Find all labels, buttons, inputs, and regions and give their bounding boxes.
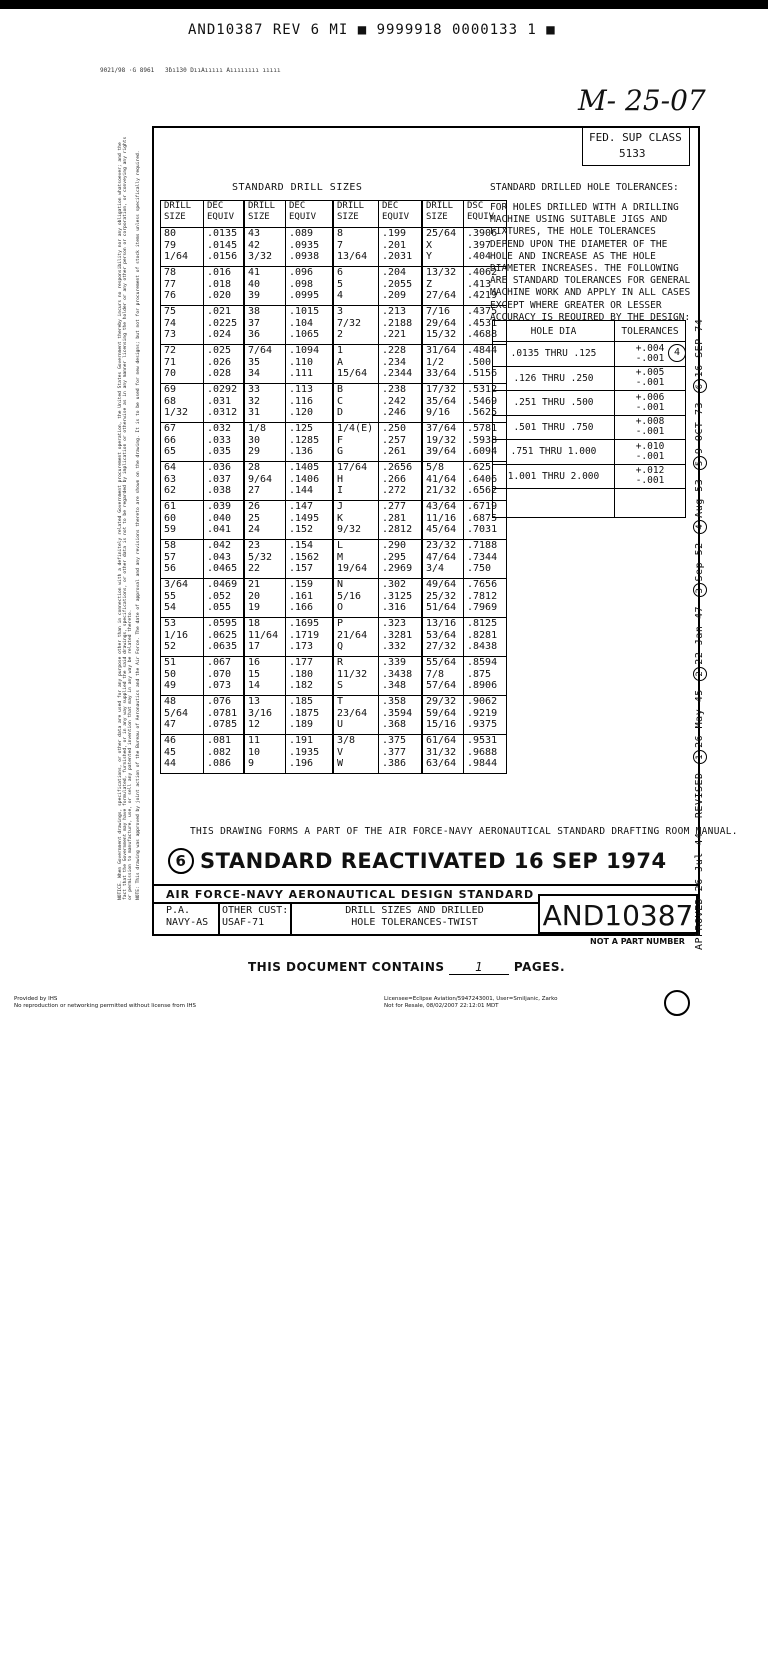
drill-cell: .0595 .0625 .0635 <box>204 618 245 657</box>
drill-cell: 13 3/16 12 <box>244 696 286 735</box>
tol-hole-dia: .0135 THRU .125 <box>493 342 615 367</box>
revision-marker: 4 <box>693 520 707 534</box>
licensee-notice <box>384 996 557 1010</box>
revision-marker: 6 <box>693 379 707 393</box>
drill-cell: 7/16 29/64 15/32 <box>422 306 464 345</box>
revised-label: REVISED <box>694 772 705 819</box>
top-black-bar <box>0 0 768 9</box>
drill-cell: 28 9/64 27 <box>244 462 286 501</box>
other-cust-value: USAF-71 <box>222 917 265 928</box>
provider-notice <box>14 996 196 1010</box>
title-line-1: DRILL SIZES AND DRILLED <box>345 905 484 916</box>
drill-cell: .076 .0781 .0785 <box>204 696 245 735</box>
tol-hole-dia: .501 THRU .750 <box>493 415 615 440</box>
provider-line-2: No reproduction or networking permitted without license from IHS <box>14 1003 197 1009</box>
tol-plus: +.012 <box>635 465 665 477</box>
drill-cell: 16 15 14 <box>244 657 286 696</box>
tol-plus: +.005 <box>635 367 665 379</box>
drill-cell: .8125 .8281 .8438 <box>464 618 507 657</box>
drill-cell: .1405 .1406 .144 <box>286 462 334 501</box>
drill-cell: 8 7 13/64 <box>333 228 379 267</box>
tol-empty-cell <box>615 489 686 518</box>
drill-cell: .032 .033 .035 <box>204 423 245 462</box>
drill-cell: .096 .098 .0995 <box>286 267 334 306</box>
drill-table-row <box>161 423 507 462</box>
drill-cell: 78 77 76 <box>161 267 204 306</box>
provider-line-1: Provided by IHS <box>14 996 58 1002</box>
drill-cell: .625 .6406 .6562 <box>464 462 507 501</box>
drill-cell: 43 42 3/32 <box>244 228 286 267</box>
tolerances-header-row <box>493 321 686 342</box>
drill-cell: 69 68 1/32 <box>161 384 204 423</box>
drill-cell: .036 .037 .038 <box>204 462 245 501</box>
drill-cell: B C D <box>333 384 379 423</box>
drill-cell: 3/8 V W <box>333 735 379 774</box>
drill-cell: L M 19/64 <box>333 540 379 579</box>
drill-cell: 29/32 59/64 15/16 <box>422 696 464 735</box>
reactivated-text: STANDARD REACTIVATED 16 SEP 1974 <box>200 849 667 873</box>
drill-cell: 18 11/64 17 <box>244 618 286 657</box>
drill-cell: R 11/32 S <box>333 657 379 696</box>
tol-plus: +.008 <box>635 416 665 428</box>
drill-cell: .9531 .9688 .9844 <box>464 735 507 774</box>
drill-cell: 1 A 15/64 <box>333 345 379 384</box>
drill-table-row <box>161 501 507 540</box>
contains-suffix: PAGES. <box>513 960 566 974</box>
drill-cell: 61 60 59 <box>161 501 204 540</box>
tolerance-row <box>493 415 686 440</box>
drill-cell: 3/64 55 54 <box>161 579 204 618</box>
drill-table-row <box>161 384 507 423</box>
approved-date: APPROVED 26 Jul 44 <box>694 832 705 950</box>
drill-cell: .250 .257 .261 <box>379 423 423 462</box>
tol-hole-dia: .751 THRU 1.000 <box>493 440 615 465</box>
revision-date: Aug 53 <box>694 478 705 518</box>
drill-cell: 43/64 11/16 45/64 <box>422 501 464 540</box>
drill-cell: .016 .018 .020 <box>204 267 245 306</box>
pa-block <box>166 905 208 929</box>
drill-header-cell: DRILL SIZE <box>422 201 464 228</box>
document-number: AND10387 <box>538 894 698 934</box>
tolerances-paragraph: FOR HOLES DRILLED WITH A DRILLING MACHINE USING SUITABLE JIGS AND FIXTURES, THE HOLE TOLERANCES DEPEND UPON THE DIAMETER OF THE HOLE AND INCREASE AS THE HOLE DIAMETER INCREASES. THE FOLLOWING ARE STANDARD TOLERANCES FOR GENERAL MACHINE WORK AND APPLY IN ALL CASES EXCEPT WHERE GREATER OR LESSER ACCURACY IS REQUIRED BY THE DESIGN: <box>490 202 691 323</box>
title-divider <box>152 902 538 904</box>
drill-cell: 80 79 1/64 <box>161 228 204 267</box>
drill-cell: .089 .0935 .0938 <box>286 228 334 267</box>
tolerance-row <box>493 366 686 391</box>
tol-hole-dia: .251 THRU .500 <box>493 391 615 416</box>
tol-plus: +.004 <box>635 342 665 354</box>
tol-value <box>615 342 686 367</box>
drill-cell: 67 66 65 <box>161 423 204 462</box>
drill-cell: .0135 .0145 .0156 <box>204 228 245 267</box>
revision-date: 22 Jan 47 <box>694 606 705 665</box>
fed-sup-class-box <box>582 126 690 166</box>
drill-cell: .7656 .7812 .7969 <box>464 579 507 618</box>
drill-cell: .1695 .1719 .173 <box>286 618 334 657</box>
drill-header-cell: DRILL SIZE <box>333 201 379 228</box>
page-count: 1 <box>449 960 509 975</box>
drill-cell: T 23/64 U <box>333 696 379 735</box>
revision-4-marker: 4 <box>668 344 686 362</box>
tol-value <box>615 415 686 440</box>
drill-cell: .4062 .413 .4219 <box>464 267 507 306</box>
drill-cell: 23 5/32 22 <box>244 540 286 579</box>
drill-cell: .204 .2055 .209 <box>379 267 423 306</box>
drill-table-row <box>161 696 507 735</box>
revision-marker: 1 <box>693 750 707 764</box>
drill-table-row <box>161 735 507 774</box>
tol-hole-dia: .126 THRU .250 <box>493 366 615 391</box>
drill-cell: 21 20 19 <box>244 579 286 618</box>
title-divider <box>218 903 220 936</box>
drill-cell: 25/64 X Y <box>422 228 464 267</box>
drill-cell: .125 .1285 .136 <box>286 423 334 462</box>
drill-cell: 31/64 1/2 33/64 <box>422 345 464 384</box>
tol-empty-cell <box>493 489 615 518</box>
tolerance-row <box>493 391 686 416</box>
drill-cell: 64 63 62 <box>161 462 204 501</box>
drill-table-row <box>161 540 507 579</box>
page-count-statement <box>248 960 565 975</box>
tolerance-row <box>493 464 686 489</box>
drill-cell: .5312 .5469 .5625 <box>464 384 507 423</box>
revision-date: 26 May 45 <box>694 689 705 748</box>
drill-cell: 17/64 H I <box>333 462 379 501</box>
drill-table-row <box>161 618 507 657</box>
approval-note: NOTE: This drawing was approved by joint action of the Bureau of Aeronautics and the Air Force. The date of approval and any revisions thereto are shown on the drawing. It is to be used for new designs; but not for procurement of stock items unless specifically required. <box>135 150 141 900</box>
drill-sizes-table <box>160 200 507 774</box>
fed-sup-class-value: 5133 <box>619 147 646 160</box>
contains-prefix: THIS DOCUMENT CONTAINS <box>248 960 445 974</box>
drill-cell: .081 .082 .086 <box>204 735 245 774</box>
drill-cell: 72 71 70 <box>161 345 204 384</box>
tol-minus: -.001 <box>635 450 665 462</box>
tol-header-tolerances: TOLERANCES <box>615 321 686 342</box>
drill-cell: 41 40 39 <box>244 267 286 306</box>
handwritten-annotation: M- 25-07 <box>578 84 706 117</box>
tol-minus: -.001 <box>635 401 665 413</box>
drill-cell: .1094 .110 .111 <box>286 345 334 384</box>
drill-cell: 1/8 30 29 <box>244 423 286 462</box>
left-margin-notes <box>118 136 158 1670</box>
drill-cell: .228 .234 .2344 <box>379 345 423 384</box>
drill-cell: .7188 .7344 .750 <box>464 540 507 579</box>
document-title <box>332 905 497 929</box>
drill-cell: 5/8 41/64 21/32 <box>422 462 464 501</box>
revision-marker: 5 <box>693 456 707 470</box>
drill-cell: .4844 .500 .5156 <box>464 345 507 384</box>
drill-cell: 17/32 35/64 9/16 <box>422 384 464 423</box>
drill-table-row <box>161 657 507 696</box>
drill-cell: 11 10 9 <box>244 735 286 774</box>
drill-cell: .039 .040 .041 <box>204 501 245 540</box>
tol-minus: -.001 <box>635 352 665 364</box>
drill-cell: .5781 .5938 .6094 <box>464 423 507 462</box>
tolerance-row <box>493 440 686 465</box>
drill-header-cell: DEC EQUIV <box>286 201 334 228</box>
drill-cell: .154 .1562 .157 <box>286 540 334 579</box>
drill-cell: .8594 .875 .8906 <box>464 657 507 696</box>
drill-cell: .3906 .397 .404 <box>464 228 507 267</box>
licensee-line-1: Licensee=Eclipse Aviation/5947243001, User=Smiljanic, Zarko <box>384 996 558 1002</box>
tol-minus: -.001 <box>635 475 665 487</box>
title-line-2: HOLE TOLERANCES-TWIST <box>351 917 478 928</box>
revision-date: Sep 52 <box>694 542 705 582</box>
government-notice <box>118 130 141 900</box>
drill-cell: .277 .281 .2812 <box>379 501 423 540</box>
drill-cell: .375 .377 .386 <box>379 735 423 774</box>
drill-cell: 26 25 24 <box>244 501 286 540</box>
revision-history-margin <box>693 319 707 950</box>
tol-plus: +.006 <box>635 391 665 403</box>
drill-cell: 3 7/32 2 <box>333 306 379 345</box>
drill-table-row <box>161 306 507 345</box>
drill-cell: .067 .070 .073 <box>204 657 245 696</box>
other-cust-label: OTHER CUST: <box>222 905 289 916</box>
not-a-part-number-note: NOT A PART NUMBER <box>590 937 685 946</box>
tolerances-table <box>492 320 686 518</box>
drill-cell: 53 1/16 52 <box>161 618 204 657</box>
revision-marker: 2 <box>693 667 707 681</box>
revision-date: 16 SEP 74 <box>694 318 705 378</box>
drill-table-row <box>161 228 507 267</box>
drill-table-row <box>161 267 507 306</box>
drill-cell: .177 .180 .182 <box>286 657 334 696</box>
drill-cell: 7/64 35 34 <box>244 345 286 384</box>
drill-header-cell: DRILL SIZE <box>161 201 204 228</box>
drill-cell: 51 50 49 <box>161 657 204 696</box>
drill-cell: .025 .026 .028 <box>204 345 245 384</box>
drill-cell: .0292 .031 .0312 <box>204 384 245 423</box>
drill-cell: .238 .242 .246 <box>379 384 423 423</box>
other-cust-block <box>222 905 288 929</box>
tolerances-title: STANDARD DRILLED HOLE TOLERANCES: <box>490 182 679 193</box>
pa-label: P.A. <box>166 905 191 916</box>
drill-header-cell: DEC EQUIV <box>379 201 423 228</box>
drill-cell: P 21/64 Q <box>333 618 379 657</box>
drill-cell: .4375 .4531 .4688 <box>464 306 507 345</box>
drill-header-cell: DEC EQUIV <box>204 201 245 228</box>
ihs-logo-icon <box>664 990 690 1016</box>
notice-text: NOTICE. When Government drawings, specifications, or other data are used for any purpose other than in connection with a definitely related Government procurement operation, the United States Government thereby incurs no responsibility nor any obligation whatsoever; and the fact that the Government may have formulated, furnished, or in any way supplied the said drawings, specifications, or other data is not to be regarded by implication or otherwise as in any manner licensing the holder or any other person or corporation, or conveying any rights or permission to manufacture, use, or sell any patented invention that may in any way be related thereto. <box>118 136 134 900</box>
drill-table-header-row <box>161 201 507 228</box>
drill-cell: .290 .295 .2969 <box>379 540 423 579</box>
tol-hole-dia: 1.001 THRU 2.000 <box>493 464 615 489</box>
drill-cell: 23/32 47/64 3/4 <box>422 540 464 579</box>
scan-artifact-text: 9021/98 ·G 8961 3ɓı130 DııAııııı Aıııııııı ııııı <box>100 67 281 74</box>
tolerance-row <box>493 342 686 367</box>
pa-value: NAVY-AS <box>166 917 209 928</box>
drill-cell: .147 .1495 .152 <box>286 501 334 540</box>
drill-cell: 13/32 Z 27/64 <box>422 267 464 306</box>
organization-name: AIR FORCE-NAVY AERONAUTICAL DESIGN STANDARD <box>166 888 535 901</box>
drill-cell: 46 45 44 <box>161 735 204 774</box>
drill-table-row <box>161 345 507 384</box>
drill-cell: .113 .116 .120 <box>286 384 334 423</box>
drill-cell: 75 74 73 <box>161 306 204 345</box>
drill-cell: 13/16 53/64 27/32 <box>422 618 464 657</box>
drill-cell: .358 .3594 .368 <box>379 696 423 735</box>
drill-cell: 6 5 4 <box>333 267 379 306</box>
tol-header-hole-dia: HOLE DIA <box>493 321 615 342</box>
fed-sup-class-label: FED. SUP CLASS <box>589 131 682 144</box>
tol-value <box>615 391 686 416</box>
drill-header-cell: DRILL SIZE <box>244 201 286 228</box>
drill-cell: .185 .1875 .189 <box>286 696 334 735</box>
drill-cell: 61/64 31/32 63/64 <box>422 735 464 774</box>
drill-cell: .021 .0225 .024 <box>204 306 245 345</box>
drill-cell: 38 37 36 <box>244 306 286 345</box>
tolerance-empty-row <box>493 489 686 518</box>
drill-table-title: STANDARD DRILL SIZES <box>232 182 363 193</box>
drill-cell: .6719 .6875 .7031 <box>464 501 507 540</box>
document-header-line: AND10387 REV 6 MI ■ 9999918 0000133 1 ■ <box>188 22 556 38</box>
drill-cell: .042 .043 .0465 <box>204 540 245 579</box>
reactivated-banner <box>168 848 667 874</box>
drill-cell: .2656 .266 .272 <box>379 462 423 501</box>
drill-cell: .339 .3438 .348 <box>379 657 423 696</box>
manual-footnote: THIS DRAWING FORMS A PART OF THE AIR FORCE-NAVY AERONAUTICAL STANDARD DRAFTING ROOM MANUAL. <box>190 826 738 837</box>
drill-cell: 58 57 56 <box>161 540 204 579</box>
tol-value <box>615 464 686 489</box>
drill-cell: 37/64 19/32 39/64 <box>422 423 464 462</box>
drill-cell: .159 .161 .166 <box>286 579 334 618</box>
drill-cell: .302 .3125 .316 <box>379 579 423 618</box>
tol-minus: -.001 <box>635 426 665 438</box>
revision-marker: 3 <box>693 583 707 597</box>
tol-value <box>615 366 686 391</box>
drill-cell: .0469 .052 .055 <box>204 579 245 618</box>
drill-cell: N 5/16 O <box>333 579 379 618</box>
title-divider <box>290 903 292 936</box>
drill-table-row <box>161 579 507 618</box>
drill-cell: .191 .1935 .196 <box>286 735 334 774</box>
drill-cell: .9062 .9219 .9375 <box>464 696 507 735</box>
revision-date: 9 OCT 73 <box>694 401 705 455</box>
licensee-line-2: Not for Resale, 08/02/2007 22:12:01 MDT <box>384 1003 499 1009</box>
drill-cell: 48 5/64 47 <box>161 696 204 735</box>
tol-minus: -.001 <box>635 377 665 389</box>
drill-cell: .323 .3281 .332 <box>379 618 423 657</box>
drill-header-cell: DSC EQUIV <box>464 201 507 228</box>
drill-cell: .1015 .104 .1065 <box>286 306 334 345</box>
tol-plus: +.010 <box>635 440 665 452</box>
drill-cell: J K 9/32 <box>333 501 379 540</box>
drill-cell: .199 .201 .2031 <box>379 228 423 267</box>
drill-table-row <box>161 462 507 501</box>
drill-cell: 1/4(E) F G <box>333 423 379 462</box>
drill-cell: 55/64 7/8 57/64 <box>422 657 464 696</box>
drill-cell: 33 32 31 <box>244 384 286 423</box>
revision-6-marker: 6 <box>168 848 194 874</box>
drill-cell: 49/64 25/32 51/64 <box>422 579 464 618</box>
drill-cell: .213 .2188 .221 <box>379 306 423 345</box>
tol-value <box>615 440 686 465</box>
